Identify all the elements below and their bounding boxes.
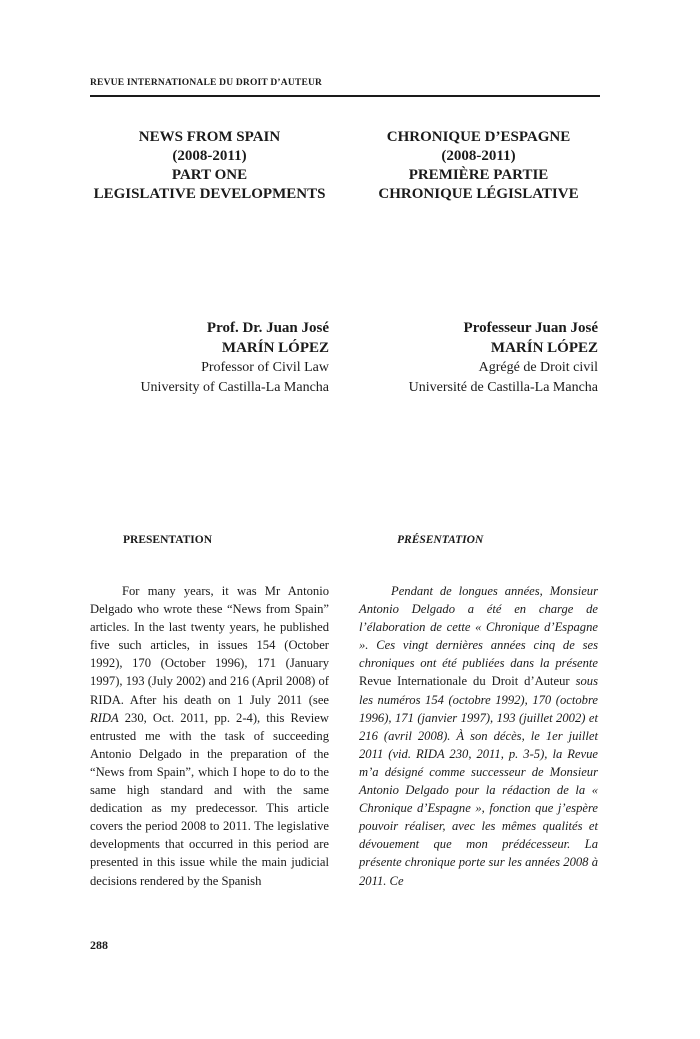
body-paragraph-english: [90, 582, 329, 890]
title-line: CHRONIQUE LÉGISLATIVE: [378, 186, 579, 202]
author-block-english: [90, 318, 329, 398]
author-name: Professeur Juan José: [463, 320, 598, 336]
title-line: CHRONIQUE D’ESPAGNE: [386, 129, 571, 145]
title-french: [359, 128, 598, 204]
author-block-french: [359, 318, 598, 398]
author-surname: MARÍN LÓPEZ: [490, 340, 598, 356]
title-line: LEGISLATIVE DEVELOPMENTS: [93, 186, 326, 202]
title-line: (2008-2011): [441, 148, 516, 164]
page-number: 288: [90, 938, 108, 952]
body-text: 230, Oct. 2011, pp. 2-4), this Review entrusted me with the task of succeeding Antonio Delgado in the preparation of the “News from Spain”, which I hope to do to the same high standard and with the same dedication as my predecessor. This article covers the period 2008 to 2011. The legislative developments that occurred in this period are presented in this issue while the main judicial decisions rendered by the Spanish: [90, 710, 329, 888]
author-name: Prof. Dr. Juan José: [206, 320, 329, 336]
author-affiliation: Université de Castilla-La Mancha: [408, 380, 598, 395]
body-text: sous les numéros 154 (octobre 1992), 170 (octobre 1996), 171 (janvier 1997), 193 (juillet 2002) et 216 (avril 2008). À son décès, le 1er juillet 2011 (vid. RIDA 230, 2011, p. 3-5), la Revue m’a désigné comme successeur de Monsieur Antonio Delgado pour la rédaction de la « Chronique d’Espagne », fonction que j’espère pouvoir réaliser, avec les mêmes qualités et dévouement que mon prédécesseur. La présente chronique porte sur les années 2008 à 2011. Ce: [359, 674, 598, 888]
title-line: PREMIÈRE PARTIE: [408, 167, 549, 183]
body-text: Pendant de longues années, Monsieur Antonio Delgado a été en charge de l’élaboration de cette « Chronique d’Espagne ». Ces vingt dernières années cinq de ses chroniques ont été publiées dans la présente: [359, 584, 598, 671]
section-heading-english: PRESENTATION: [123, 534, 213, 546]
author-role: Agrégé de Droit civil: [478, 360, 598, 375]
title-line: PART ONE: [171, 167, 248, 183]
body-paragraph-french: [359, 582, 598, 890]
section-heading-french: PRÉSENTATION: [397, 534, 484, 546]
running-header: REVUE INTERNATIONALE DU DROIT D’AUTEUR: [90, 78, 323, 88]
body-text: For many years, it was Mr Antonio Delgado who wrote these “News from Spain” articles. In the last twenty years, he published five such articles, in issues 154 (October 1992), 170 (October 1996), 171 (January 1997), 193 (July 2002) and 216 (April 2008) of RIDA. After his death on 1 July 2011 (see: [90, 584, 329, 707]
title-english: [90, 128, 329, 204]
title-line: NEWS FROM SPAIN: [138, 129, 281, 145]
journal-name: Revue Internationale du Droit d’Auteur: [359, 674, 570, 689]
header-rule: [90, 95, 600, 97]
title-line: (2008-2011): [172, 148, 247, 164]
journal-abbreviation: RIDA: [90, 710, 119, 725]
author-surname: MARÍN LÓPEZ: [221, 340, 329, 356]
author-role: Professor of Civil Law: [201, 360, 329, 375]
author-affiliation: University of Castilla-La Mancha: [140, 380, 329, 395]
